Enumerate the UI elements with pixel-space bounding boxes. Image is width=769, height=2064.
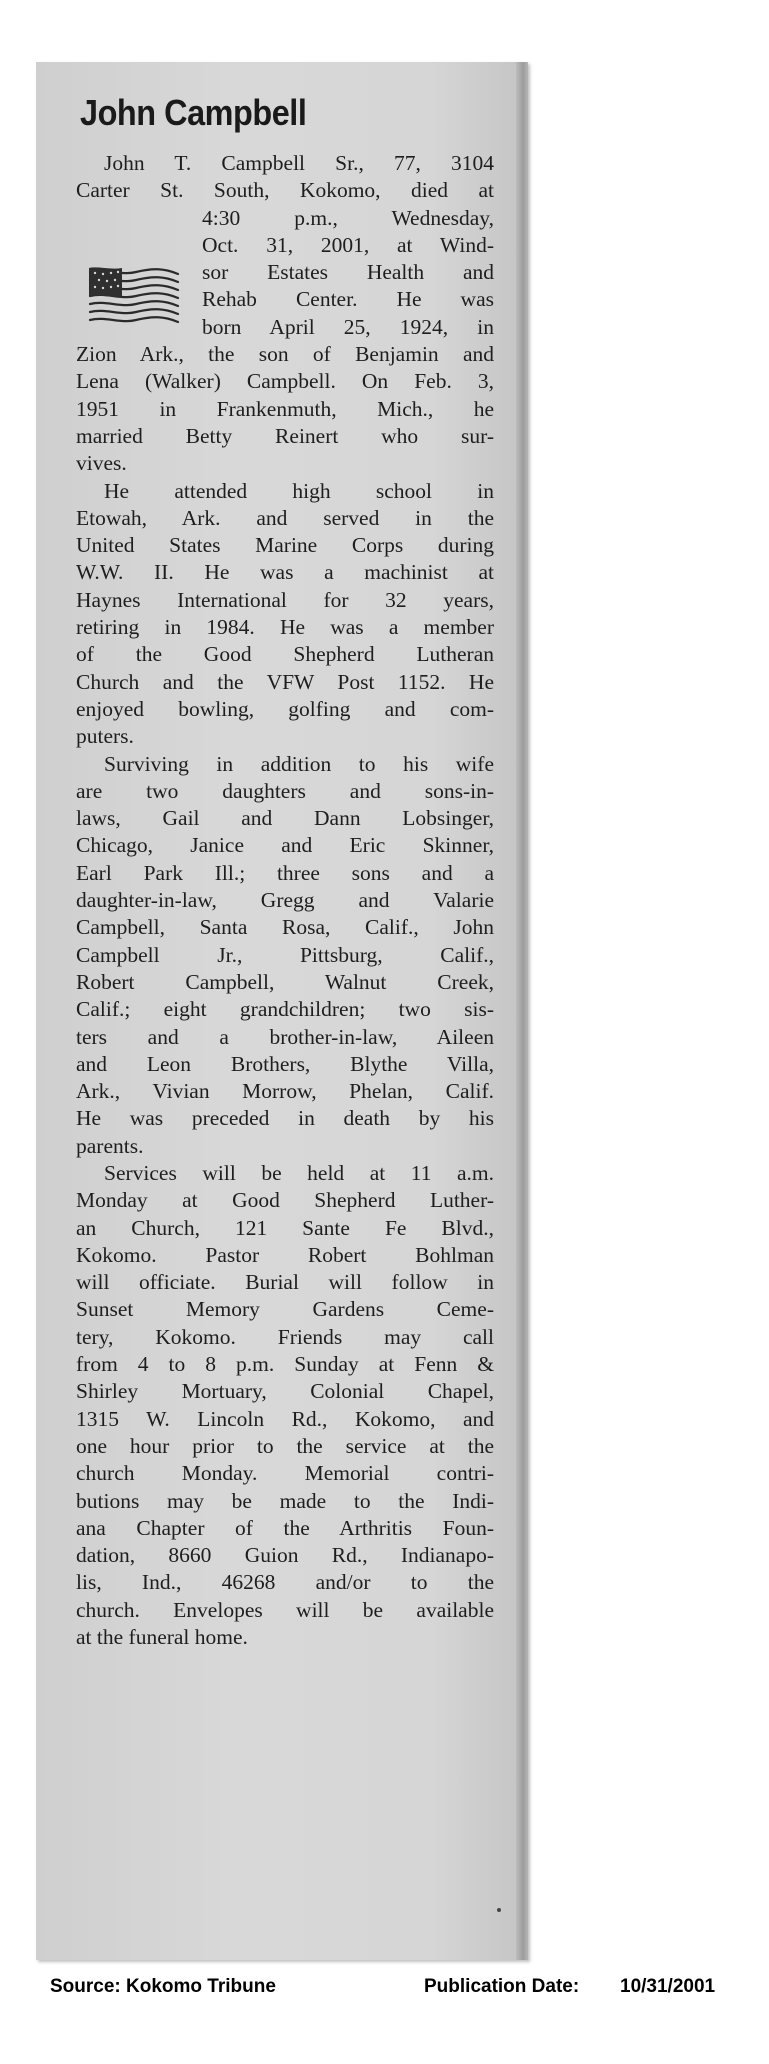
text-line: United States Marine Corps during [76, 533, 494, 558]
text-line: puters. [76, 724, 134, 749]
text-line: He was preceded in death by his [76, 1106, 494, 1131]
text-line: Carter St. South, Kokomo, died at [76, 178, 494, 203]
text-line: Calif.; eight grandchildren; two sis- [76, 997, 494, 1022]
text-line: W.W. II. He was a machinist at [76, 560, 494, 585]
text-line: Lena (Walker) Campbell. On Feb. 3, [76, 369, 494, 394]
text-line: 1315 W. Lincoln Rd., Kokomo, and [76, 1406, 494, 1431]
text-line: Kokomo. Pastor Robert Bohlman [76, 1242, 494, 1267]
text-line: Monday at Good Shepherd Luther- [76, 1188, 494, 1213]
publication-date-value: 10/31/2001 [620, 1976, 716, 1997]
text-line: will officiate. Burial will follow in [76, 1270, 494, 1295]
paragraph-1 [76, 150, 494, 478]
text-line: He attended high school in [104, 478, 494, 503]
paragraph-4 [76, 1160, 494, 1651]
obituary-body [76, 150, 494, 1651]
print-speck [497, 1908, 501, 1912]
text-line: Zion Ark., the son of Benjamin and [76, 342, 494, 367]
paragraph-3 [76, 751, 494, 1160]
source-label: Source: [50, 1976, 121, 1997]
text-line: ana Chapter of the Arthritis Foun- [76, 1515, 494, 1540]
publication-date-label: Publication Date: [424, 1976, 580, 1997]
text-line: Shirley Mortuary, Colonial Chapel, [76, 1379, 494, 1404]
text-line: vives. [76, 451, 127, 476]
obituary-title: John Campbell [80, 92, 307, 133]
text-line: enjoyed bowling, golfing and com- [76, 696, 494, 721]
text-line: Haynes International for 32 years, [76, 587, 494, 612]
text-line: retiring in 1984. He was a member [76, 615, 494, 640]
text-line: church Monday. Memorial contri- [76, 1461, 494, 1486]
text-line: Surviving in addition to his wife [104, 751, 494, 776]
source-value: Kokomo Tribune [126, 1976, 276, 1997]
text-line: Campbell, Santa Rosa, Calif., John [76, 915, 494, 940]
text-line: butions may be made to the Indi- [76, 1488, 494, 1513]
text-line: dation, 8660 Guion Rd., Indianapo- [76, 1543, 494, 1568]
text-line: Sunset Memory Gardens Ceme- [76, 1297, 494, 1322]
text-line: Services will be held at 11 a.m. [104, 1160, 494, 1185]
text-line: tery, Kokomo. Friends may call [76, 1324, 494, 1349]
text-line: daughter-in-law, Gregg and Valarie [76, 888, 494, 913]
text-line: Ark., Vivian Morrow, Phelan, Calif. [76, 1079, 494, 1104]
text-line: are two daughters and sons-in- [76, 778, 494, 803]
text-line: laws, Gail and Dann Lobsinger, [76, 806, 494, 831]
text-line: parents. [76, 1133, 144, 1158]
text-line: Rehab Center. He was [202, 287, 494, 312]
text-line: John T. Campbell Sr., 77, 3104 [104, 151, 494, 175]
text-line: at the funeral home. [76, 1625, 248, 1650]
text-line: 1951 in Frankenmuth, Mich., he [76, 396, 494, 421]
text-line: married Betty Reinert who sur- [76, 423, 494, 448]
text-line: one hour prior to the service at the [76, 1433, 494, 1458]
text-line: born April 25, 1924, in [202, 314, 494, 339]
paragraph-2 [76, 478, 494, 751]
text-line: from 4 to 8 p.m. Sunday at Fenn & [76, 1352, 494, 1377]
text-line: 4:30 p.m., Wednesday, [202, 205, 494, 230]
text-line: an Church, 121 Sante Fe Blvd., [76, 1215, 494, 1240]
text-line: Chicago, Janice and Eric Skinner, [76, 833, 494, 858]
text-line: Etowah, Ark. and served in the [76, 505, 494, 530]
text-line: of the Good Shepherd Lutheran [76, 642, 494, 667]
text-line: Robert Campbell, Walnut Creek, [76, 969, 494, 994]
text-line: Church and the VFW Post 1152. He [76, 669, 494, 694]
text-line: church. Envelopes will be available [76, 1597, 494, 1622]
text-line: Earl Park Ill.; three sons and a [76, 860, 494, 885]
text-line: lis, Ind., 46268 and/or to the [76, 1570, 494, 1595]
text-line: sor Estates Health and [202, 260, 494, 285]
text-line: Campbell Jr., Pittsburg, Calif., [76, 942, 494, 967]
clipping-shadow-edge [516, 62, 528, 1960]
text-line: ters and a brother-in-law, Aileen [76, 1024, 494, 1049]
text-line: and Leon Brothers, Blythe Villa, [76, 1051, 494, 1076]
text-line: Oct. 31, 2001, at Wind- [202, 232, 494, 257]
